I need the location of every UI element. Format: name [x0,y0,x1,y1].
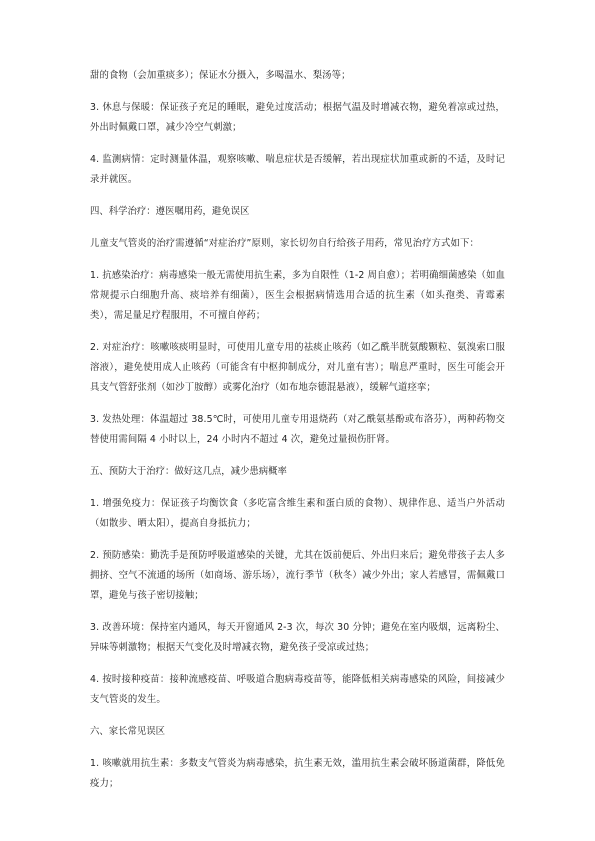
section-heading-prevention: 五、预防大于治疗：做好这几点，减少患病概率 [90,466,287,477]
paragraph-fever-handling: 3. 发热处理：体温超过 38.5℃时，可使用儿童专用退烧药（对乙酰氨基酚或布洛芬），两种药物交替使用需间隔 4 小时以上，24 小时内不超过 4 次，避免过量损伤肝肾。 [90,414,505,445]
paragraph-prevent-infection: 2. 预防感染：勤洗手是预防呼吸道感染的关键，尤其在饭前便后、外出归来后；避免带孩子去人多拥挤、空气不流通的场所（如商场、游乐场），流行季节（秋冬）减少外出；家人若感冒，需佩戴口罩，避免与孩子密切接触； [90,550,505,601]
paragraph-treatment-intro: 儿童支气管炎的治疗需遵循“对症治疗”原则，家长切勿自行给孩子用药，常见治疗方式如下： [90,238,479,249]
paragraph-antibiotic-misconception: 1. 咳嗽就用抗生素：多数支气管炎为病毒感染，抗生素无效，滥用抗生素会破坏肠道菌群，降低免疫力； [90,758,505,789]
paragraph-environment: 3. 改善环境：保持室内通风，每天开窗通风 2-3 次，每次 30 分钟；避免在室内吸烟，远离粉尘、异味等刺激物；根据天气变化及时增减衣物，避免孩子受凉或过热； [90,622,505,653]
paragraph-diet-continued: 甜的食物（会加重痰多）；保证水分摄入，多喝温水、梨汤等； [90,70,351,81]
paragraph-immunity: 1. 增强免疫力：保证孩子均衡饮食（多吃富含维生素和蛋白质的食物）、规律作息、适当户外活动（如散步、晒太阳），提高自身抵抗力； [90,498,505,529]
section-heading-misconceptions: 六、家长常见误区 [90,726,166,737]
section-heading-treatment: 四、科学治疗：遵医嘱用药，避免误区 [90,206,250,217]
paragraph-vaccination: 4. 按时接种疫苗：接种流感疫苗、呼吸道合胞病毒疫苗等，能降低相关病毒感染的风险，间接减少支气管炎的发生。 [90,674,505,705]
paragraph-symptomatic-treatment: 2. 对症治疗：咳嗽咳痰明显时，可使用儿童专用的祛痰止咳药（如乙酰半胱氨酸颗粒、氨溴索口服溶液），避免使用成人止咳药（可能含有中枢抑制成分，对儿童有害）；喘息严重时，医生可能会开具支气管舒张剂（如沙丁胺醇）或雾化治疗（如布地奈德混悬液），缓解气道痉挛； [90,342,505,393]
paragraph-anti-infection: 1. 抗感染治疗：病毒感染一般无需使用抗生素，多为自限性（1-2 周自愈）；若明确细菌感染（如血常规提示白细胞升高、痰培养有细菌），医生会根据病情选用合适的抗生素（如头孢类、青霉素类），需足量足疗程服用，不可擅自停药； [90,270,505,321]
paragraph-monitor-condition: 4. 监测病情：定时测量体温，观察咳嗽、喘息症状是否缓解，若出现症状加重或新的不适，及时记录并就医。 [90,154,505,185]
paragraph-rest-warmth: 3. 休息与保暖：保证孩子充足的睡眠，避免过度活动；根据气温及时增减衣物，避免着凉或过热，外出时佩戴口罩，减少冷空气刺激； [90,102,505,133]
